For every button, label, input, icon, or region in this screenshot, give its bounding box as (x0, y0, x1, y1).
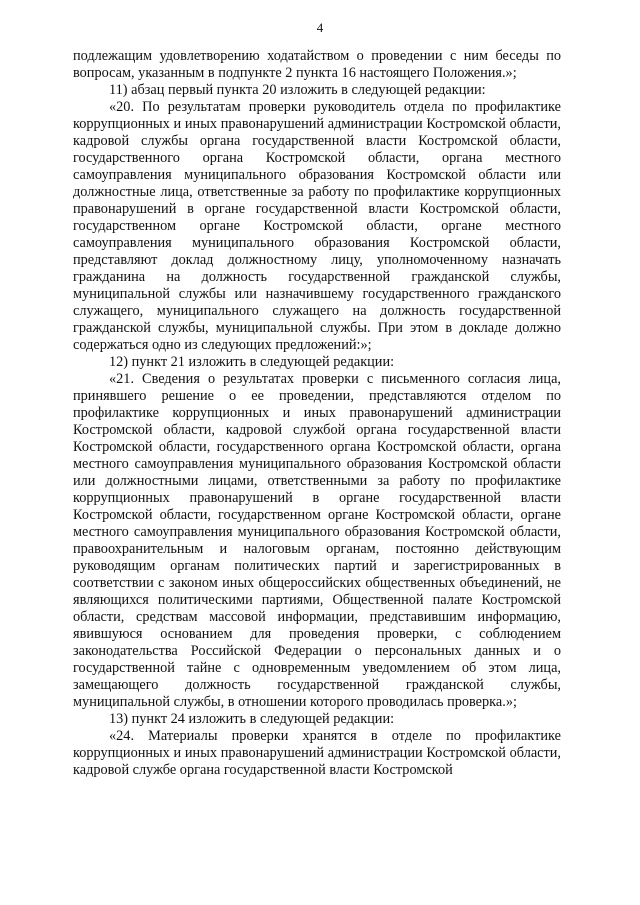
paragraph: 13) пункт 24 изложить в следующей редакции: (109, 711, 395, 727)
document-body (73, 48, 561, 779)
paragraph: 11) абзац первый пункта 20 изложить в следующей редакции: (109, 82, 486, 98)
paragraph: подлежащим удовлетворению ходатайством о проведении с ним беседы по вопросам, указанным в подпункте 2 пункта 16 настоящего Положения.»; (73, 48, 561, 81)
paragraph: 12) пункт 21 изложить в следующей редакции: (109, 354, 395, 370)
paragraph: «21. Сведения о результатах проверки с письменного согласия лица, принявшего решение о ее проведении, представляются отделом по профилактике коррупционных и иных правонарушений администрации Костромской области, кадровой службой органа государственной власти Костромской области, государственного органа Костромской области, органа местного самоуправления муниципального образования Костромской области или должностными лицами, ответственными за работу по профилактике коррупционных правонарушений в органе государственной власти Костромской области, государственном органе Костромской области, органе местного самоуправления муниципального образования Костромской области, правоохранительным и налоговым органам, постоянно действующим руководящим органам политических партий и зарегистрированных в соответствии с законом иных общероссийских общественных объединений, не являющихся политическими партиями, Общественной палате Костромской области, средствам массовой информации, представившим информацию, явившуюся основанием для проведения проверки, с соблюдением законодательства Российской Федерации о персональных данных и о государственной тайне с одновременным уведомлением об этом лица, замещающего должность государственной гражданской службы, муниципальной службы, в отношении которого проводилась проверка.»; (73, 371, 561, 710)
paragraph: «20. По результатам проверки руководитель отдела по профилактике коррупционных и иных правонарушений администрации Костромской области, кадровой службы органа государственной власти Костромской области, государственного органа Костромской области, органа местного самоуправления муниципального образования Костромской области или должностные лица, ответственные за работу по профилактике коррупционных правонарушений в органе государственной власти Костромской области, государственном органе Костромской области, органе местного самоуправления муниципального образования Костромской области, представляют доклад должностному лицу, уполномоченному назначать гражданина на должность государственной гражданской службы, муниципальной службы или назначившему государственного гражданского служащего, муниципального служащего на должность государственной гражданской службы, муниципальной службы. При этом в докладе должно содержаться одно из следующих предложений:»; (73, 99, 561, 353)
paragraph: «24. Материалы проверки хранятся в отделе по профилактике коррупционных и иных правонарушений администрации Костромской области, кадровой службе органа государственной власти Костромской (73, 728, 561, 778)
page-number: 4 (316, 20, 324, 35)
